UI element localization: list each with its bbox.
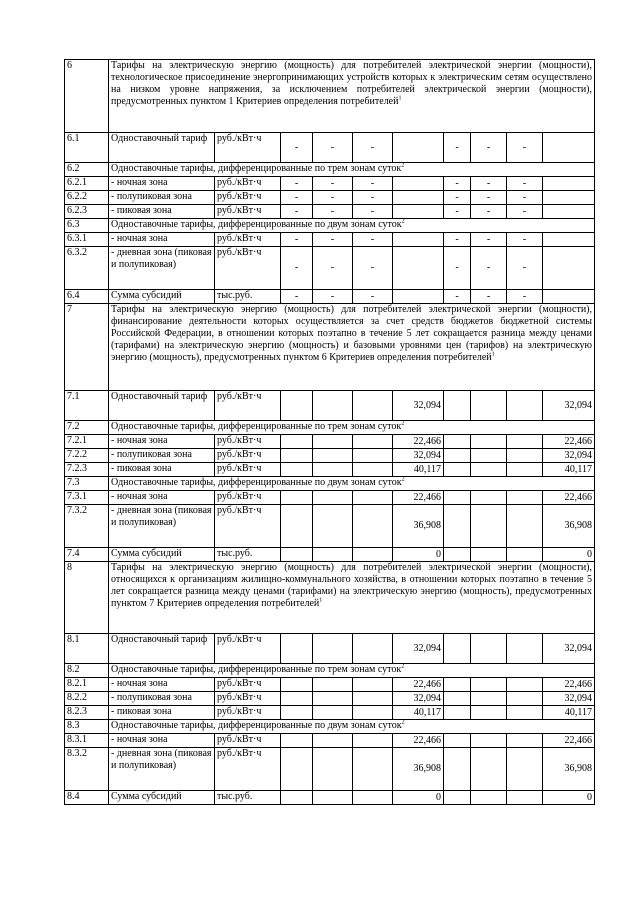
- row-number: 6.2: [65, 163, 109, 177]
- value-cell: [353, 449, 393, 463]
- value-cell: [507, 391, 543, 421]
- row-unit: руб./кВт·ч: [215, 748, 281, 791]
- value-cell: -: [507, 177, 543, 191]
- value-cell: [471, 449, 507, 463]
- row-unit: руб./кВт·ч: [215, 734, 281, 748]
- row-unit: тыс.руб.: [215, 290, 281, 304]
- row-label: - полупиковая зона: [109, 692, 215, 706]
- value-cell: -: [471, 177, 507, 191]
- value-cell: [393, 205, 444, 219]
- row-label: - пиковая зона: [109, 205, 215, 219]
- subsection-label: Одноставочные тарифы, дифференцированные по двум зонам суток$^2$: [109, 219, 595, 233]
- row-number: 6.2.1: [65, 177, 109, 191]
- row-label: - ночная зона: [109, 435, 215, 449]
- footnote-marker: 1: [319, 597, 323, 604]
- row-number: 8.2.2: [65, 692, 109, 706]
- value-cell: [444, 491, 471, 505]
- value-cell: [471, 634, 507, 664]
- row-number: 7.4: [65, 548, 109, 562]
- value-cell: [507, 734, 543, 748]
- value-cell: [313, 791, 353, 805]
- value-cell: [471, 435, 507, 449]
- subsection-label: Одноставочные тарифы, дифференцированные по двум зонам суток$^2$: [109, 477, 595, 491]
- value-cell: [353, 748, 393, 791]
- value-cell: [444, 791, 471, 805]
- value-cell: [543, 233, 595, 247]
- section-title: Тарифы на электрическую энергию (мощность) для потребителей электрической энергии (мощности), финансирование деятельности которых осуществляется за счет средств бюджетов бюджетной системы Российской Федерации, в отношении которых поэтапно в течение 5 лет сокращается разница между ценами (тарифами) на электрическую энергию (мощность) и базовыми уровнями цен (тарифов) на электрическую энергию (мощность), предусмотренных пунктом 6 Критериев определения потребителей$^1$: [109, 304, 595, 391]
- value-cell: [471, 391, 507, 421]
- value-cell: [281, 748, 313, 791]
- value-cell: [393, 233, 444, 247]
- value-cell: -: [471, 247, 507, 290]
- row-number: 8.4: [65, 791, 109, 805]
- value-cell: [313, 463, 353, 477]
- value-cell: [444, 634, 471, 664]
- value-cell: -: [281, 191, 313, 205]
- table-row: [65, 290, 595, 304]
- value-cell: -: [313, 205, 353, 219]
- value-cell: [281, 692, 313, 706]
- section-number: 8: [65, 562, 109, 634]
- row-number: 7.1: [65, 391, 109, 421]
- value-cell: -: [507, 205, 543, 219]
- row-label: Одноставочный тариф: [109, 634, 215, 664]
- table-row: [65, 791, 595, 805]
- value-cell: [507, 463, 543, 477]
- table-row: [65, 678, 595, 692]
- value-cell: 0: [543, 548, 595, 562]
- value-cell: [353, 435, 393, 449]
- value-cell: -: [507, 233, 543, 247]
- row-label: - дневная зона (пиковая и полупиковая): [109, 247, 215, 290]
- row-label: - полупиковая зона: [109, 191, 215, 205]
- row-number: 6.1: [65, 133, 109, 163]
- tariff-table: [64, 59, 595, 805]
- value-cell: -: [507, 290, 543, 304]
- row-unit: руб./кВт·ч: [215, 706, 281, 720]
- value-cell: [444, 548, 471, 562]
- value-cell: -: [281, 247, 313, 290]
- value-cell: -: [471, 205, 507, 219]
- row-label: Сумма субсидий: [109, 290, 215, 304]
- row-unit: руб./кВт·ч: [215, 463, 281, 477]
- value-cell: -: [444, 205, 471, 219]
- row-label: - полупиковая зона: [109, 449, 215, 463]
- row-label: - ночная зона: [109, 734, 215, 748]
- value-cell: -: [353, 177, 393, 191]
- value-cell: [471, 463, 507, 477]
- row-number: 8.2: [65, 664, 109, 678]
- value-cell: 32,094: [393, 692, 444, 706]
- row-unit: руб./кВт·ч: [215, 692, 281, 706]
- value-cell: 40,117: [393, 463, 444, 477]
- row-number: 8.2.3: [65, 706, 109, 720]
- subsection-row: [65, 163, 595, 177]
- row-unit: руб./кВт·ч: [215, 449, 281, 463]
- value-cell: 22,466: [393, 678, 444, 692]
- value-cell: [353, 634, 393, 664]
- value-cell: [313, 548, 353, 562]
- value-cell: [471, 491, 507, 505]
- table-row: [65, 449, 595, 463]
- value-cell: 22,466: [543, 678, 595, 692]
- value-cell: -: [313, 290, 353, 304]
- value-cell: [313, 505, 353, 548]
- value-cell: -: [281, 290, 313, 304]
- value-cell: -: [444, 247, 471, 290]
- value-cell: [353, 706, 393, 720]
- row-number: 8.3: [65, 720, 109, 734]
- row-unit: руб./кВт·ч: [215, 205, 281, 219]
- row-number: 7.2.2: [65, 449, 109, 463]
- table-row: [65, 435, 595, 449]
- row-number: 7.2.1: [65, 435, 109, 449]
- value-cell: [507, 491, 543, 505]
- subsection-row: [65, 720, 595, 734]
- row-number: 6.4: [65, 290, 109, 304]
- value-cell: -: [444, 290, 471, 304]
- value-cell: [353, 678, 393, 692]
- section-header-row: [65, 60, 595, 133]
- row-label: - ночная зона: [109, 491, 215, 505]
- value-cell: [281, 435, 313, 449]
- value-cell: -: [353, 191, 393, 205]
- value-cell: [444, 435, 471, 449]
- footnote-marker: 2: [401, 719, 405, 726]
- table-row: [65, 233, 595, 247]
- value-cell: [313, 491, 353, 505]
- row-label: - пиковая зона: [109, 706, 215, 720]
- footnote-marker: 2: [401, 420, 405, 427]
- value-cell: [281, 706, 313, 720]
- section-header-row: [65, 304, 595, 391]
- section-header-row: [65, 562, 595, 634]
- value-cell: 32,094: [393, 391, 444, 421]
- row-label: Сумма субсидий: [109, 548, 215, 562]
- footnote-marker: 1: [398, 95, 402, 102]
- subsection-row: [65, 219, 595, 233]
- row-unit: тыс.руб.: [215, 791, 281, 805]
- subsection-row: [65, 477, 595, 491]
- subsection-label: Одноставочные тарифы, дифференцированные по двум зонам суток$^2$: [109, 720, 595, 734]
- value-cell: 32,094: [543, 634, 595, 664]
- value-cell: [313, 692, 353, 706]
- value-cell: [281, 678, 313, 692]
- value-cell: 0: [393, 791, 444, 805]
- value-cell: [313, 391, 353, 421]
- row-number: 7.2.3: [65, 463, 109, 477]
- value-cell: [543, 191, 595, 205]
- table-row: [65, 133, 595, 163]
- value-cell: 22,466: [393, 734, 444, 748]
- value-cell: -: [313, 191, 353, 205]
- value-cell: -: [313, 247, 353, 290]
- value-cell: -: [281, 205, 313, 219]
- value-cell: [281, 391, 313, 421]
- value-cell: 22,466: [393, 491, 444, 505]
- row-label: Одноставочный тариф: [109, 133, 215, 163]
- value-cell: 36,908: [543, 505, 595, 548]
- value-cell: [444, 505, 471, 548]
- value-cell: [444, 463, 471, 477]
- value-cell: [444, 449, 471, 463]
- value-cell: 32,094: [393, 449, 444, 463]
- value-cell: -: [313, 133, 353, 163]
- value-cell: -: [353, 233, 393, 247]
- value-cell: -: [313, 233, 353, 247]
- value-cell: [507, 748, 543, 791]
- value-cell: [393, 290, 444, 304]
- value-cell: [353, 463, 393, 477]
- value-cell: 22,466: [393, 435, 444, 449]
- table-row: [65, 748, 595, 791]
- value-cell: [393, 247, 444, 290]
- row-unit: руб./кВт·ч: [215, 505, 281, 548]
- value-cell: -: [471, 290, 507, 304]
- value-cell: -: [507, 247, 543, 290]
- value-cell: [507, 548, 543, 562]
- value-cell: [281, 463, 313, 477]
- value-cell: [507, 692, 543, 706]
- row-unit: руб./кВт·ч: [215, 634, 281, 664]
- value-cell: [281, 634, 313, 664]
- value-cell: [543, 133, 595, 163]
- row-number: 7.3: [65, 477, 109, 491]
- row-number: 7.3.2: [65, 505, 109, 548]
- footnote-marker: 2: [401, 162, 405, 169]
- value-cell: 40,117: [393, 706, 444, 720]
- value-cell: [507, 678, 543, 692]
- value-cell: [543, 177, 595, 191]
- value-cell: -: [353, 205, 393, 219]
- table-row: [65, 634, 595, 664]
- value-cell: -: [353, 247, 393, 290]
- table-row: [65, 391, 595, 421]
- value-cell: [353, 548, 393, 562]
- value-cell: 36,908: [393, 505, 444, 548]
- row-unit: руб./кВт·ч: [215, 133, 281, 163]
- row-label: - ночная зона: [109, 233, 215, 247]
- row-number: 8.2.1: [65, 678, 109, 692]
- section-title: Тарифы на электрическую энергию (мощность) для потребителей электрической энергии (мощности), технологическое присоединение энергопринимающих устройств которых к электрическим сетям осуществлено на низком уровне напряжения, за исключением потребителей электрической энергии (мощности), предусмотренных пунктом 1 Критериев определения потребителей$^1$: [109, 60, 595, 133]
- value-cell: 0: [543, 791, 595, 805]
- value-cell: -: [444, 191, 471, 205]
- value-cell: [313, 435, 353, 449]
- footnote-marker: 2: [401, 218, 405, 225]
- row-unit: руб./кВт·ч: [215, 678, 281, 692]
- value-cell: [444, 391, 471, 421]
- value-cell: 32,094: [543, 692, 595, 706]
- value-cell: [313, 678, 353, 692]
- row-label: - дневная зона (пиковая и полупиковая): [109, 505, 215, 548]
- value-cell: -: [471, 133, 507, 163]
- row-number: 7.2: [65, 421, 109, 435]
- value-cell: [353, 391, 393, 421]
- row-label: - ночная зона: [109, 678, 215, 692]
- row-unit: руб./кВт·ч: [215, 247, 281, 290]
- value-cell: -: [444, 233, 471, 247]
- value-cell: [393, 191, 444, 205]
- table-row: [65, 548, 595, 562]
- value-cell: [471, 678, 507, 692]
- value-cell: [313, 449, 353, 463]
- footnote-marker: 1: [491, 351, 495, 358]
- value-cell: [281, 491, 313, 505]
- value-cell: [444, 748, 471, 791]
- table-row: [65, 505, 595, 548]
- row-number: 8.3.2: [65, 748, 109, 791]
- table-row: [65, 734, 595, 748]
- value-cell: -: [471, 233, 507, 247]
- section-number: 7: [65, 304, 109, 391]
- value-cell: -: [444, 133, 471, 163]
- value-cell: [393, 133, 444, 163]
- table-row: [65, 491, 595, 505]
- value-cell: [471, 706, 507, 720]
- value-cell: [353, 505, 393, 548]
- value-cell: 0: [393, 548, 444, 562]
- value-cell: 22,466: [543, 435, 595, 449]
- row-label: Одноставочный тариф: [109, 391, 215, 421]
- row-number: 6.2.2: [65, 191, 109, 205]
- table-row: [65, 247, 595, 290]
- value-cell: [444, 706, 471, 720]
- value-cell: [281, 791, 313, 805]
- value-cell: [507, 791, 543, 805]
- row-label: - ночная зона: [109, 177, 215, 191]
- value-cell: [507, 435, 543, 449]
- value-cell: [471, 791, 507, 805]
- value-cell: [471, 748, 507, 791]
- footnote-marker: 2: [401, 663, 405, 670]
- value-cell: -: [507, 133, 543, 163]
- row-number: 6.3.1: [65, 233, 109, 247]
- value-cell: 40,117: [543, 706, 595, 720]
- table-row: [65, 463, 595, 477]
- value-cell: 36,908: [393, 748, 444, 791]
- row-label: - дневная зона (пиковая и полупиковая): [109, 748, 215, 791]
- value-cell: -: [353, 290, 393, 304]
- document-page: [64, 59, 594, 805]
- value-cell: [471, 734, 507, 748]
- table-row: [65, 191, 595, 205]
- value-cell: [393, 177, 444, 191]
- value-cell: [507, 449, 543, 463]
- value-cell: [543, 205, 595, 219]
- value-cell: -: [471, 191, 507, 205]
- footnote-marker: 2: [401, 476, 405, 483]
- row-unit: руб./кВт·ч: [215, 491, 281, 505]
- value-cell: [281, 734, 313, 748]
- value-cell: [507, 505, 543, 548]
- table-row: [65, 177, 595, 191]
- section-number: 6: [65, 60, 109, 133]
- value-cell: [313, 706, 353, 720]
- table-row: [65, 706, 595, 720]
- value-cell: -: [281, 133, 313, 163]
- value-cell: 36,908: [543, 748, 595, 791]
- subsection-label: Одноставочные тарифы, дифференцированные по трем зонам суток$^2$: [109, 664, 595, 678]
- row-unit: руб./кВт·ч: [215, 435, 281, 449]
- row-number: 8.1: [65, 634, 109, 664]
- row-number: 6.2.3: [65, 205, 109, 219]
- row-unit: руб./кВт·ч: [215, 177, 281, 191]
- value-cell: [281, 505, 313, 548]
- row-unit: тыс.руб.: [215, 548, 281, 562]
- value-cell: [543, 290, 595, 304]
- value-cell: [444, 678, 471, 692]
- value-cell: 32,094: [543, 391, 595, 421]
- value-cell: [313, 634, 353, 664]
- table-body: [65, 60, 595, 805]
- value-cell: [313, 748, 353, 791]
- row-unit: руб./кВт·ч: [215, 233, 281, 247]
- value-cell: [507, 634, 543, 664]
- subsection-row: [65, 664, 595, 678]
- value-cell: [471, 692, 507, 706]
- table-row: [65, 205, 595, 219]
- row-label: Сумма субсидий: [109, 791, 215, 805]
- value-cell: [313, 734, 353, 748]
- row-label: - пиковая зона: [109, 463, 215, 477]
- row-number: 6.3.2: [65, 247, 109, 290]
- value-cell: [444, 692, 471, 706]
- value-cell: [507, 706, 543, 720]
- value-cell: [471, 505, 507, 548]
- value-cell: -: [444, 177, 471, 191]
- table-row: [65, 692, 595, 706]
- value-cell: [353, 734, 393, 748]
- value-cell: [543, 247, 595, 290]
- value-cell: [444, 734, 471, 748]
- value-cell: [281, 449, 313, 463]
- section-title: Тарифы на электрическую энергию (мощность) для потребителей электрической энергии (мощности), относящихся к организациям жилищно-коммунального хозяйства, в отношении которых поэтапно в течение 5 лет сокращается разница между ценами (тарифами) на электрическую энергию (мощность), предусмотренных пунктом 7 Критериев определения потребителей$^1$: [109, 562, 595, 634]
- value-cell: -: [281, 177, 313, 191]
- value-cell: [353, 491, 393, 505]
- row-number: 7.3.1: [65, 491, 109, 505]
- subsection-label: Одноставочные тарифы, дифференцированные по трем зонам суток$^2$: [109, 163, 595, 177]
- value-cell: -: [507, 191, 543, 205]
- value-cell: [471, 548, 507, 562]
- value-cell: -: [281, 233, 313, 247]
- value-cell: 40,117: [543, 463, 595, 477]
- subsection-row: [65, 421, 595, 435]
- row-unit: руб./кВт·ч: [215, 391, 281, 421]
- value-cell: 22,466: [543, 491, 595, 505]
- value-cell: 32,094: [543, 449, 595, 463]
- value-cell: 22,466: [543, 734, 595, 748]
- row-unit: руб./кВт·ч: [215, 191, 281, 205]
- value-cell: [353, 791, 393, 805]
- row-number: 8.3.1: [65, 734, 109, 748]
- value-cell: 32,094: [393, 634, 444, 664]
- row-number: 6.3: [65, 219, 109, 233]
- value-cell: -: [313, 177, 353, 191]
- value-cell: -: [353, 133, 393, 163]
- value-cell: [353, 692, 393, 706]
- subsection-label: Одноставочные тарифы, дифференцированные по трем зонам суток$^2$: [109, 421, 595, 435]
- value-cell: [281, 548, 313, 562]
